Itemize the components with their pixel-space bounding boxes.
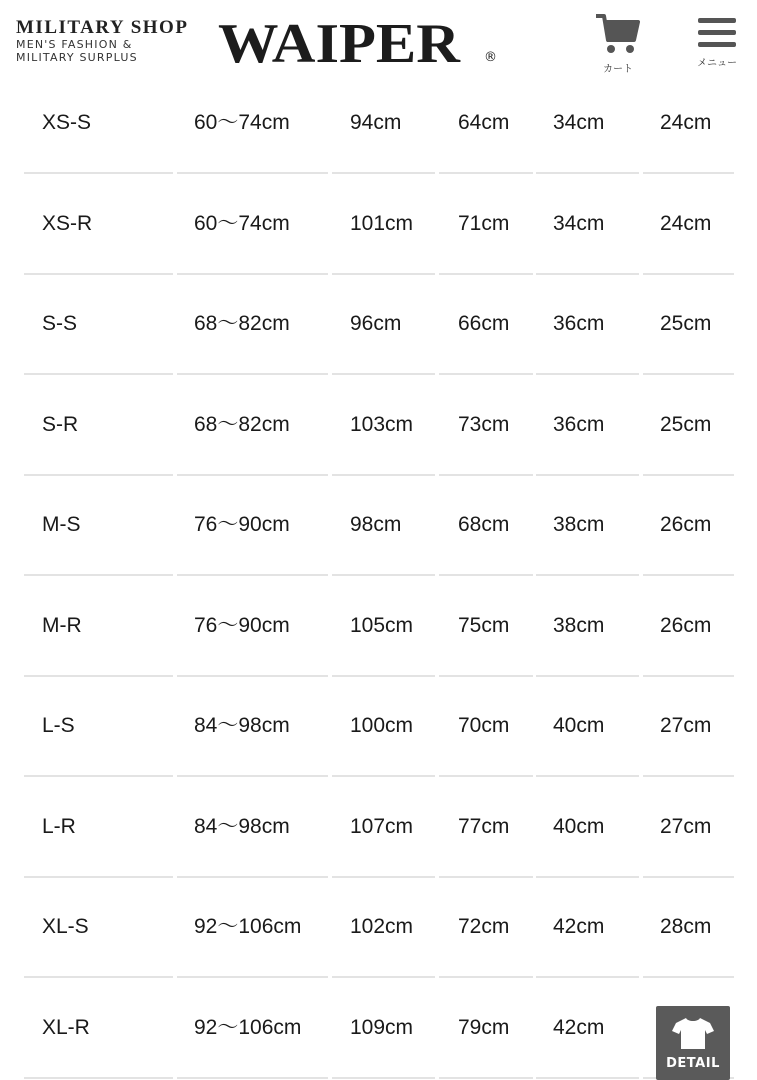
table-row bbox=[24, 476, 734, 576]
table-cell-size: M-S bbox=[24, 476, 173, 576]
shop-title: MILITARY SHOP bbox=[16, 17, 189, 38]
table-cell-rise: 24cm bbox=[643, 175, 734, 275]
table-cell-waist: 92〜106cm bbox=[177, 979, 328, 1079]
table-cell-hip: 96cm bbox=[332, 275, 435, 375]
table-cell-hip: 109cm bbox=[332, 979, 435, 1079]
table-cell-thigh: 42cm bbox=[536, 878, 639, 978]
table-cell-inseam: 68cm bbox=[439, 476, 533, 576]
table-cell-rise: 28cm bbox=[643, 878, 734, 978]
table-cell-rise: 24cm bbox=[643, 74, 734, 174]
table-cell-size: XS-R bbox=[24, 175, 173, 275]
table-cell-rise: 25cm bbox=[643, 376, 734, 476]
table-cell-waist: 84〜98cm bbox=[177, 778, 328, 878]
table-cell-inseam: 64cm bbox=[439, 74, 533, 174]
table-cell-size: XS-S bbox=[24, 74, 173, 174]
table-cell-size: XL-S bbox=[24, 878, 173, 978]
table-cell-hip: 103cm bbox=[332, 376, 435, 476]
table-cell-inseam: 70cm bbox=[439, 677, 533, 777]
table-cell-size: M-R bbox=[24, 577, 173, 677]
table-row bbox=[24, 878, 734, 978]
table-cell-inseam: 66cm bbox=[439, 275, 533, 375]
table-cell-rise: 27cm bbox=[643, 677, 734, 777]
table-cell-hip: 98cm bbox=[332, 476, 435, 576]
table-cell-waist: 68〜82cm bbox=[177, 376, 328, 476]
table-cell-inseam: 79cm bbox=[439, 979, 533, 1079]
registered-mark: ® bbox=[484, 50, 497, 65]
hamburger-menu-icon bbox=[698, 18, 736, 47]
table-cell-hip: 101cm bbox=[332, 175, 435, 275]
menu-button[interactable] bbox=[688, 12, 746, 82]
table-cell-rise: 26cm bbox=[643, 577, 734, 677]
table-cell-thigh: 34cm bbox=[536, 74, 639, 174]
table-cell-waist: 60〜74cm bbox=[177, 175, 328, 275]
table-cell-waist: 84〜98cm bbox=[177, 677, 328, 777]
table-cell-rise: 25cm bbox=[643, 275, 734, 375]
table-cell-thigh: 40cm bbox=[536, 677, 639, 777]
table-cell-thigh: 36cm bbox=[536, 376, 639, 476]
table-row bbox=[24, 677, 734, 777]
table-cell-size: S-R bbox=[24, 376, 173, 476]
cart-icon bbox=[594, 12, 642, 56]
table-row bbox=[24, 175, 734, 275]
cart-label: カート bbox=[603, 64, 633, 75]
table-cell-thigh: 38cm bbox=[536, 476, 639, 576]
table-row bbox=[24, 778, 734, 878]
table-cell-thigh: 40cm bbox=[536, 778, 639, 878]
detail-label: DETAIL bbox=[666, 1056, 720, 1071]
table-cell-size: XL-R bbox=[24, 979, 173, 1079]
detail-button[interactable] bbox=[656, 1006, 730, 1080]
table-cell-thigh: 38cm bbox=[536, 577, 639, 677]
table-cell-thigh: 36cm bbox=[536, 275, 639, 375]
tshirt-icon bbox=[672, 1016, 714, 1050]
table-cell-waist: 60〜74cm bbox=[177, 74, 328, 174]
menu-label: メニュー bbox=[697, 58, 737, 69]
table-cell-waist: 68〜82cm bbox=[177, 275, 328, 375]
table-cell-hip: 102cm bbox=[332, 878, 435, 978]
table-cell-size: L-S bbox=[24, 677, 173, 777]
table-cell-hip: 107cm bbox=[332, 778, 435, 878]
shop-subtitle-line1: MEN'S FASHION & bbox=[16, 38, 133, 51]
table-cell-waist: 76〜90cm bbox=[177, 577, 328, 677]
cart-button[interactable] bbox=[590, 12, 646, 82]
table-cell-rise: 26cm bbox=[643, 476, 734, 576]
shop-subtitle-line2: MILITARY SURPLUS bbox=[16, 51, 138, 64]
shop-tagline bbox=[16, 18, 188, 64]
table-cell-inseam: 73cm bbox=[439, 376, 533, 476]
table-cell-hip: 100cm bbox=[332, 677, 435, 777]
table-cell-thigh: 34cm bbox=[536, 175, 639, 275]
table-row bbox=[24, 376, 734, 476]
table-cell-hip: 105cm bbox=[332, 577, 435, 677]
brand-logo[interactable]: WAIPER bbox=[218, 13, 460, 75]
table-cell-inseam: 72cm bbox=[439, 878, 533, 978]
table-cell-inseam: 71cm bbox=[439, 175, 533, 275]
table-cell-size: S-S bbox=[24, 275, 173, 375]
table-row bbox=[24, 577, 734, 677]
site-header bbox=[0, 0, 757, 94]
table-cell-size: L-R bbox=[24, 778, 173, 878]
table-row bbox=[24, 275, 734, 375]
table-cell-hip: 94cm bbox=[332, 74, 435, 174]
table-row bbox=[24, 979, 734, 1079]
table-cell-waist: 92〜106cm bbox=[177, 878, 328, 978]
table-cell-waist: 76〜90cm bbox=[177, 476, 328, 576]
table-cell-inseam: 77cm bbox=[439, 778, 533, 878]
table-cell-inseam: 75cm bbox=[439, 577, 533, 677]
table-cell-rise: 27cm bbox=[643, 778, 734, 878]
table-cell-thigh: 42cm bbox=[536, 979, 639, 1079]
